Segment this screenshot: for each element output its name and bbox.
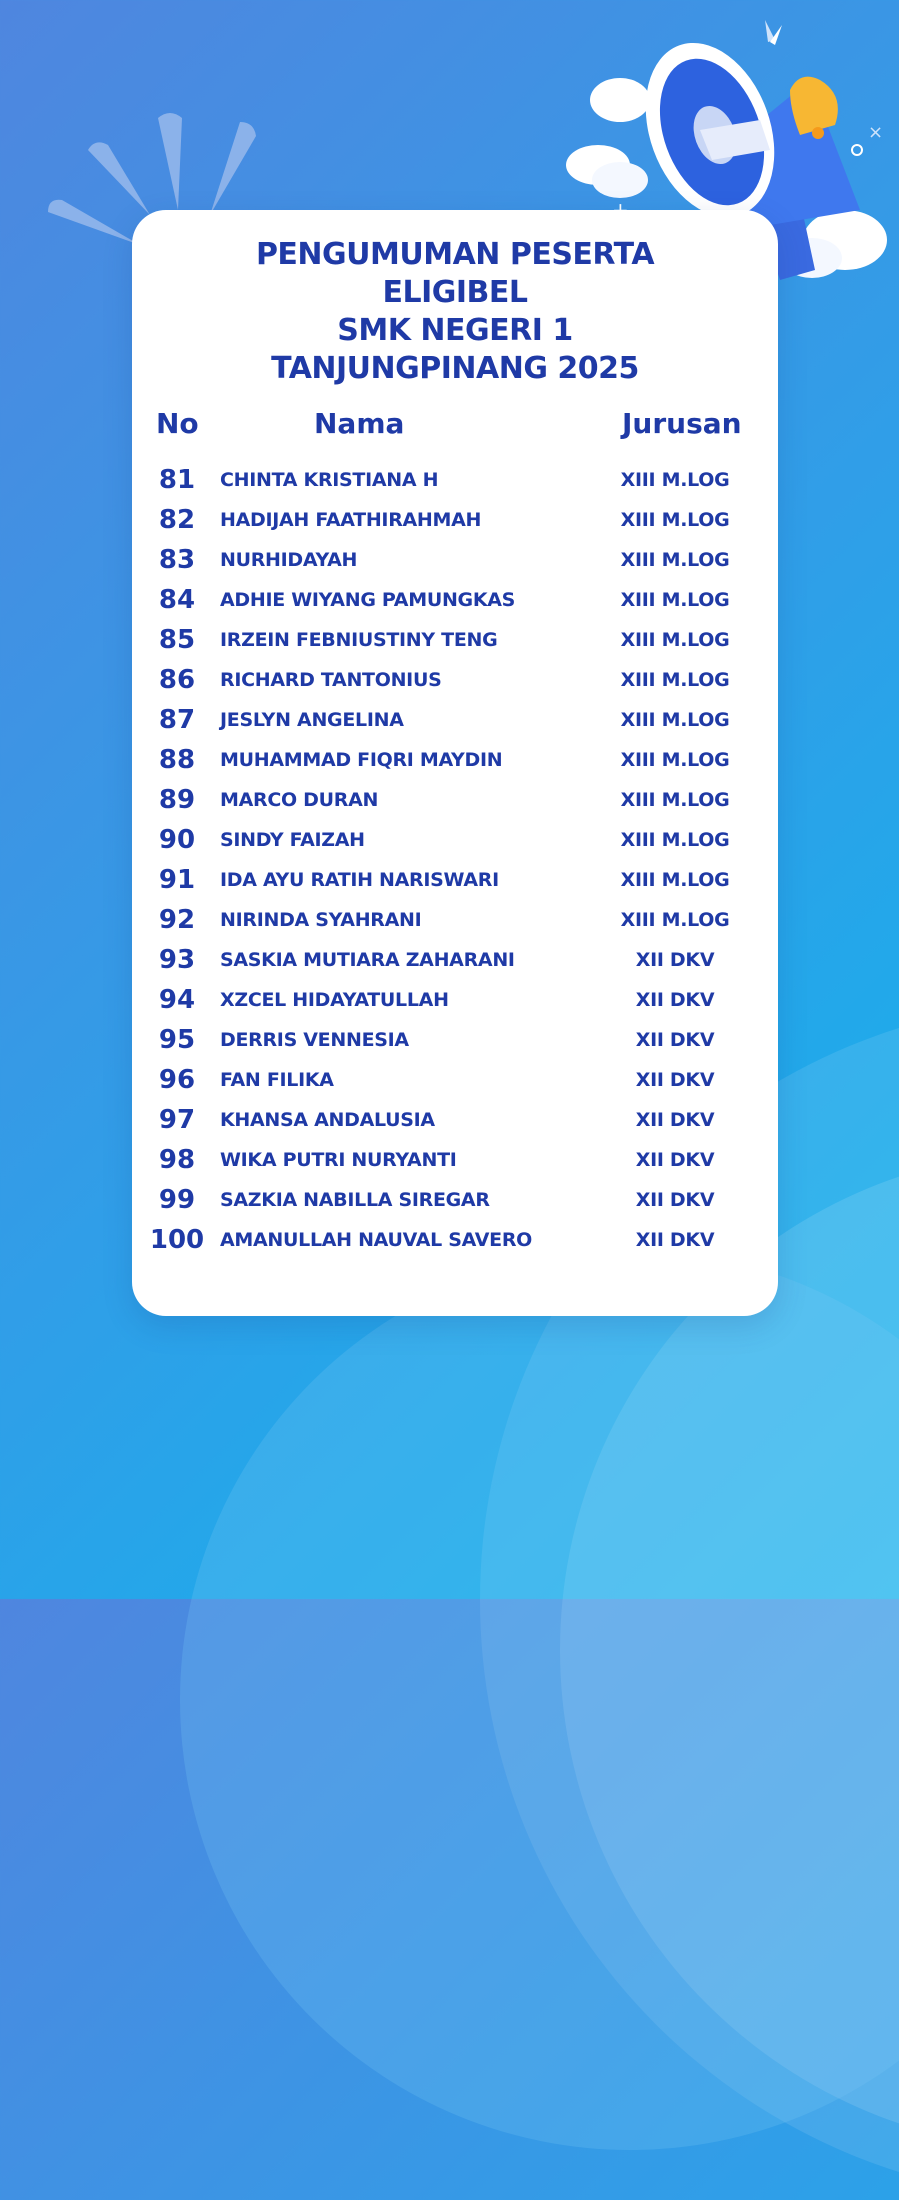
table-row (132, 580, 778, 620)
table-row (132, 700, 778, 740)
row-name: AMANULLAH NAUVAL SAVERO (220, 1229, 533, 1251)
row-jurusan: XIII M.LOG (620, 709, 730, 731)
row-name: MUHAMMAD FIQRI MAYDIN (220, 749, 503, 771)
row-jurusan: XIII M.LOG (620, 669, 730, 691)
table-row (132, 820, 778, 860)
column-header-no: No (156, 407, 199, 440)
table-row (132, 460, 778, 500)
row-number: 89 (158, 785, 196, 815)
announcement-card (132, 210, 778, 1316)
row-number: 86 (158, 665, 196, 695)
table-row (132, 940, 778, 980)
table-row (132, 740, 778, 780)
row-jurusan: XIII M.LOG (620, 589, 730, 611)
row-number: 87 (158, 705, 196, 735)
title-line: TANJUNGPINANG 2025 (271, 351, 639, 386)
row-jurusan: XII DKV (635, 1029, 715, 1051)
column-header-nama: Nama (314, 407, 405, 440)
row-number: 92 (158, 905, 196, 935)
row-number: 96 (158, 1065, 196, 1095)
row-name: KHANSA ANDALUSIA (220, 1109, 435, 1131)
table-row (132, 1180, 778, 1220)
row-jurusan: XIII M.LOG (620, 509, 730, 531)
row-name: SINDY FAIZAH (220, 829, 365, 851)
row-name: NURHIDAYAH (220, 549, 358, 571)
row-name: CHINTA KRISTIANA H (220, 469, 439, 491)
row-name: ADHIE WIYANG PAMUNGKAS (220, 589, 516, 611)
row-name: SASKIA MUTIARA ZAHARANI (220, 949, 515, 971)
row-jurusan: XII DKV (635, 1069, 715, 1091)
row-number: 88 (158, 745, 196, 775)
table-row (132, 1100, 778, 1140)
table-row (132, 540, 778, 580)
row-number: 81 (158, 465, 196, 495)
row-jurusan: XII DKV (635, 949, 715, 971)
row-jurusan: XII DKV (635, 989, 715, 1011)
row-jurusan: XIII M.LOG (620, 629, 730, 651)
row-jurusan: XIII M.LOG (620, 909, 730, 931)
table-row (132, 620, 778, 660)
row-jurusan: XII DKV (635, 1229, 715, 1251)
row-number: 95 (158, 1025, 196, 1055)
row-name: MARCO DURAN (220, 789, 379, 811)
table-row (132, 780, 778, 820)
table-row (132, 860, 778, 900)
row-number: 100 (149, 1225, 205, 1255)
row-name: JESLYN ANGELINA (220, 709, 404, 731)
row-jurusan: XII DKV (635, 1149, 715, 1171)
title-line: SMK NEGERI 1 (337, 313, 573, 348)
row-number: 97 (158, 1105, 196, 1135)
row-name: DERRIS VENNESIA (220, 1029, 409, 1051)
column-header-jurusan: Jurusan (622, 407, 742, 440)
row-name: XZCEL HIDAYATULLAH (220, 989, 449, 1011)
row-name: WIKA PUTRI NURYANTI (220, 1149, 457, 1171)
table-row (132, 900, 778, 940)
row-name: HADIJAH FAATHIRAHMAH (220, 509, 482, 531)
table-row (132, 1140, 778, 1180)
row-jurusan: XIII M.LOG (620, 789, 730, 811)
row-jurusan: XIII M.LOG (620, 549, 730, 571)
row-jurusan: XIII M.LOG (620, 829, 730, 851)
row-number: 85 (158, 625, 196, 655)
row-name: RICHARD TANTONIUS (220, 669, 442, 691)
row-number: 90 (158, 825, 196, 855)
row-number: 94 (158, 985, 196, 1015)
row-name: IDA AYU RATIH NARISWARI (220, 869, 499, 891)
row-jurusan: XII DKV (635, 1189, 715, 1211)
participant-table (132, 460, 778, 1260)
row-number: 84 (158, 585, 196, 615)
table-row (132, 660, 778, 700)
row-jurusan: XIII M.LOG (620, 869, 730, 891)
row-name: FAN FILIKA (220, 1069, 334, 1091)
row-jurusan: XIII M.LOG (620, 749, 730, 771)
svg-text:×: × (868, 122, 884, 143)
row-jurusan: XII DKV (635, 1109, 715, 1131)
row-name: IRZEIN FEBNIUSTINY TENG (220, 629, 498, 651)
row-number: 98 (158, 1145, 196, 1175)
table-row (132, 980, 778, 1020)
row-number: 93 (158, 945, 196, 975)
table-row (132, 500, 778, 540)
table-row (132, 1020, 778, 1060)
title-line: PENGUMUMAN PESERTA (255, 237, 655, 272)
row-number: 83 (158, 545, 196, 575)
row-name: NIRINDA SYAHRANI (220, 909, 422, 931)
row-number: 99 (158, 1185, 196, 1215)
title-line: ELIGIBEL (382, 275, 528, 310)
table-row (132, 1060, 778, 1100)
table-row (132, 1220, 778, 1260)
row-name: SAZKIA NABILLA SIREGAR (220, 1189, 490, 1211)
row-jurusan: XIII M.LOG (620, 469, 730, 491)
page-title (132, 236, 778, 388)
row-number: 91 (158, 865, 196, 895)
row-number: 82 (158, 505, 196, 535)
